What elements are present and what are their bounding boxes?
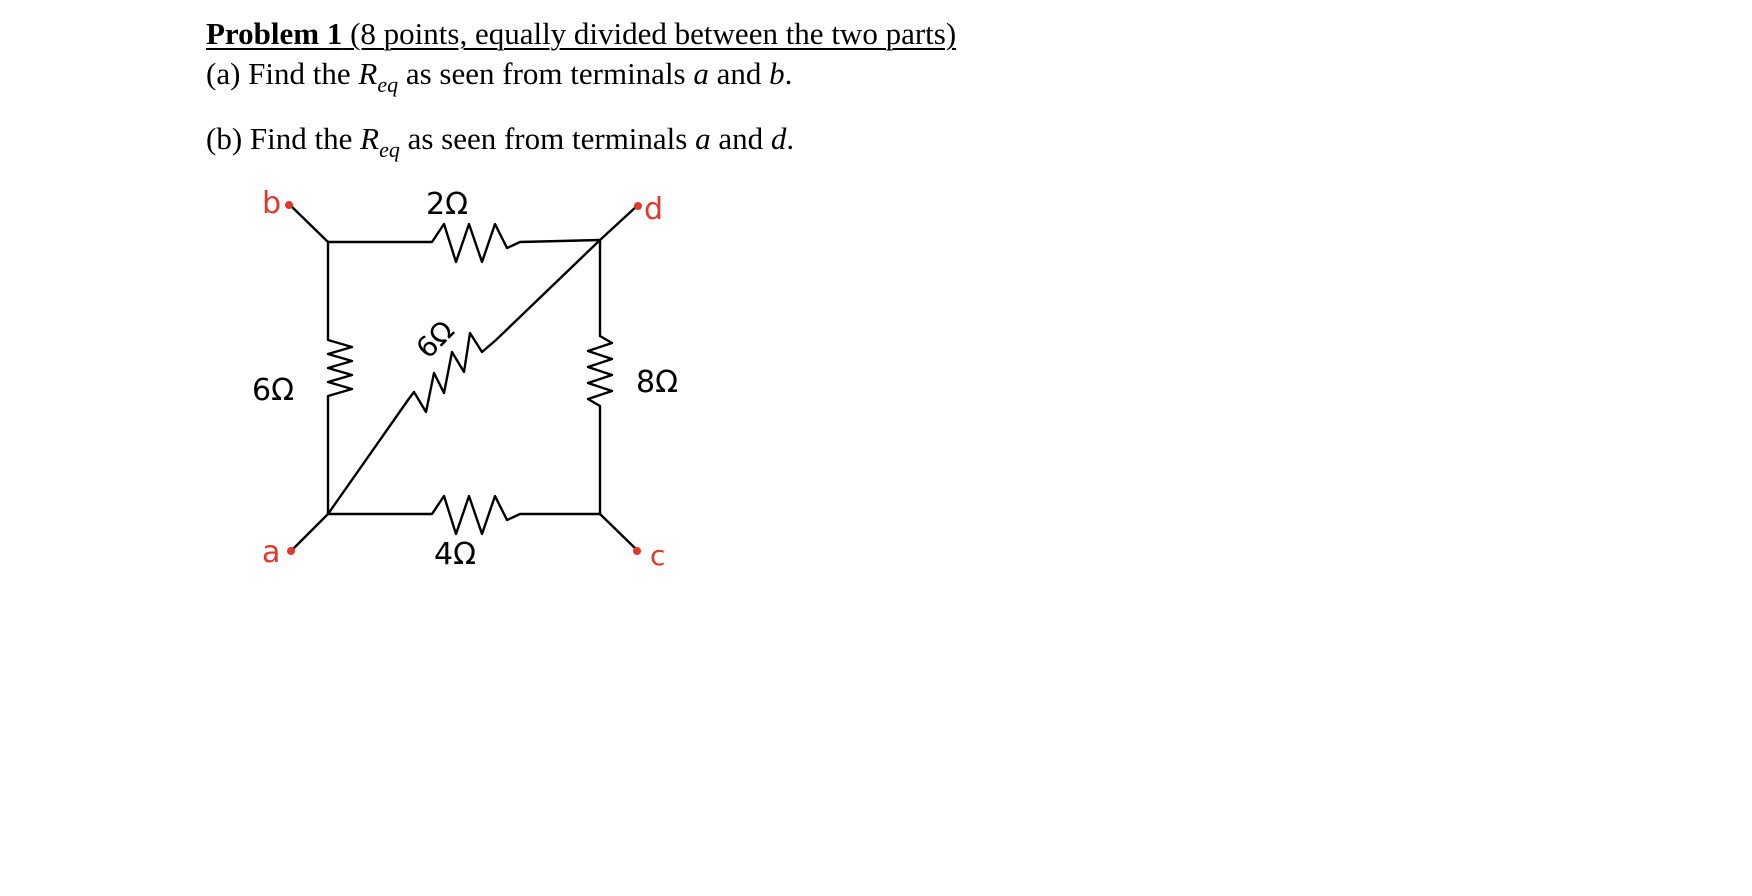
terminal-dot-b[interactable] (285, 201, 293, 209)
part-b-middle: as seen from terminals (399, 121, 696, 156)
resistor-label-right: 8Ω (636, 365, 679, 400)
part-a-r-symbol: R (358, 56, 378, 91)
terminal-label-d: d (644, 192, 664, 227)
part-b-r-subscript: eq (379, 137, 400, 162)
part-a-terminal-1: a (693, 56, 709, 91)
resistor-label-diagonal: 6Ω (409, 313, 461, 365)
terminal-lead-b (290, 205, 328, 242)
terminal-lead-d (600, 206, 637, 240)
bottom-resistor-4-ohm (328, 496, 600, 534)
problem-points: (8 points, equally divided between the two parts) (350, 16, 957, 51)
top-resistor-2-ohm (328, 224, 600, 262)
part-b-joiner: and (710, 121, 771, 156)
resistor-label-left: 6Ω (252, 373, 295, 408)
part-b-r-symbol: R (360, 121, 380, 156)
terminal-label-b: b (262, 186, 282, 221)
part-a-terminal-2: b (769, 56, 785, 91)
terminal-lead-a (292, 514, 328, 550)
part-b-end: . (786, 121, 795, 156)
resistor-label-bottom: 4Ω (434, 537, 477, 572)
part-a-r-subscript: eq (377, 72, 399, 97)
diagonal-resistor-6-ohm (328, 240, 600, 514)
part-a-prefix: (a) Find the (206, 56, 359, 91)
terminal-dot-d[interactable] (634, 202, 642, 210)
terminal-label-a: a (262, 535, 281, 570)
part-a-end: . (784, 56, 793, 91)
terminal-dot-c[interactable] (633, 547, 641, 555)
right-resistor-8-ohm (588, 240, 612, 514)
problem-title: Problem 1 (206, 16, 343, 51)
part-a-joiner: and (708, 56, 770, 91)
part-a-middle: as seen from terminals (398, 56, 694, 91)
resistor-label-top: 2Ω (426, 187, 469, 222)
terminal-label-c: c (650, 539, 666, 572)
left-resistor-6-ohm (328, 242, 352, 514)
terminal-lead-c (600, 514, 637, 550)
terminal-dot-a[interactable] (287, 547, 295, 555)
part-b-prefix: (b) Find the (206, 121, 361, 156)
part-b-terminal-1: a (695, 121, 711, 156)
part-b-terminal-2: d (770, 121, 787, 156)
